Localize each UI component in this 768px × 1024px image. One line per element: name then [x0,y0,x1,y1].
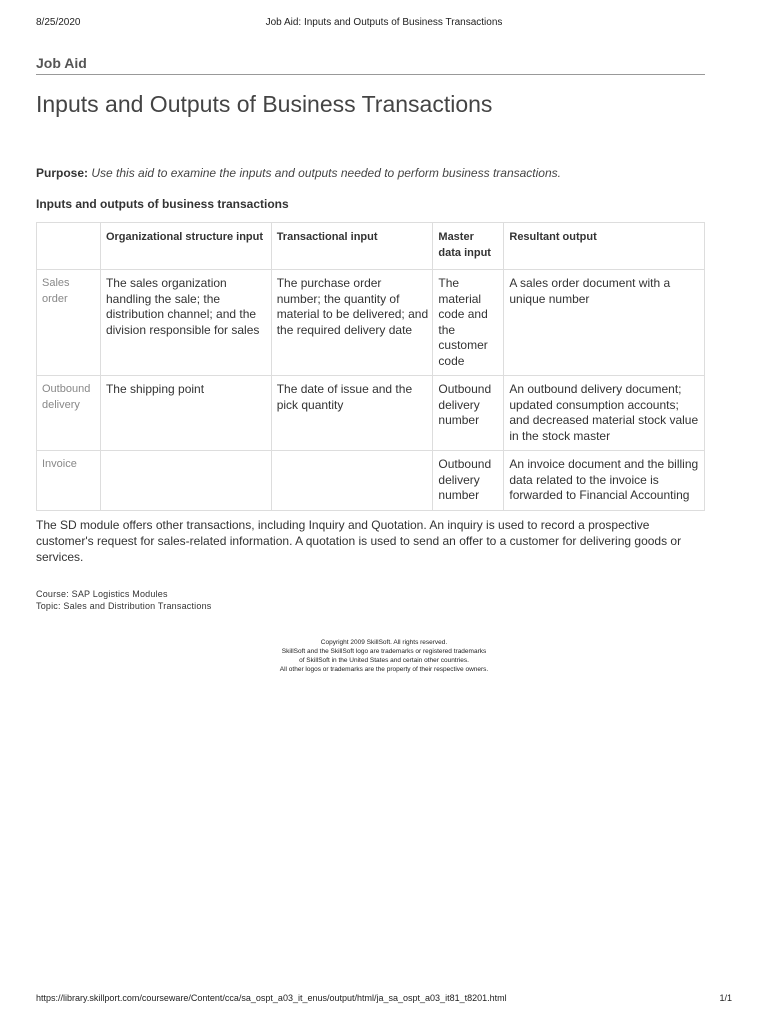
purpose-label: Purpose: [36,166,89,180]
table-cell: The date of issue and the pick quantity [271,376,433,451]
table-heading: Inputs and outputs of business transactions [36,197,289,211]
course-meta [36,588,705,612]
body-paragraph: The SD module offers other transactions, including Inquiry and Quotation. An inquiry is used to record a prospective customer's request for sales-related information. A quotation is used to send an offer to a customer for delivering goods or services. [36,517,682,564]
header-org-structure-input: Organizational structure input [100,223,271,270]
copyright-line: Copyright 2009 SkillSoft. All rights reserved. [320,639,448,646]
document-content [36,55,705,612]
table-cell: The shipping point [100,376,271,451]
table-cell: An outbound delivery document; updated consumption accounts; and decreased material stock value in the stock master [504,376,705,451]
transactions-table [36,222,705,511]
print-date: 8/25/2020 [36,17,81,28]
job-aid-label: Job Aid [36,55,705,75]
table-cell: An invoice document and the billing data related to the invoice is forwarded to Financial Accounting [504,451,705,511]
row-label-invoice: Invoice [37,451,101,511]
purpose-line [36,166,705,180]
topic-line: Topic: Sales and Distribution Transactions [36,600,212,611]
header-cell-blank [37,223,101,270]
header-resultant-output: Resultant output [504,223,705,270]
copyright-line: All other logos or trademarks are the property of their respective owners. [279,666,489,673]
table-row [37,376,705,451]
row-label-sales-order: Sales order [37,270,101,376]
course-line: Course: SAP Logistics Modules [36,588,168,599]
purpose-text: Use this aid to examine the inputs and outputs needed to perform business transactions. [91,166,561,180]
table-cell [100,451,271,511]
table-cell: Outbound delivery number [433,451,504,511]
table-cell [271,451,433,511]
table-row [37,270,705,376]
table-cell: The purchase order number; the quantity of material to be delivered; and the required delivery date [271,270,433,376]
table-row [37,451,705,511]
table-cell: The sales organization handling the sale; the distribution channel; and the division responsible for sales [100,270,271,376]
print-header [36,17,732,31]
header-master-data-input: Master data input [433,223,504,270]
table-cell: The material code and the customer code [433,270,504,376]
copyright-notice [0,638,768,674]
copyright-line: of SkillSoft in the United States and certain other countries. [299,657,469,664]
table-header-row [37,223,705,270]
table-cell: A sales order document with a unique number [504,270,705,376]
header-transactional-input: Transactional input [271,223,433,270]
page-number: 1/1 [719,993,732,1003]
row-label-outbound-delivery: Outbound delivery [37,376,101,451]
page-title: Inputs and Outputs of Business Transactions [36,91,493,117]
table-cell: Outbound delivery number [433,376,504,451]
page-url: https://library.skillport.com/courseware/Content/cca/sa_ospt_a03_it_enus/output/html/ja_sa_ospt_a03_it81_t8201.html [36,993,507,1003]
print-title: Job Aid: Inputs and Outputs of Business Transactions [265,17,503,28]
copyright-line: SkillSoft and the SkillSoft logo are trademarks or registered trademarks [281,648,487,655]
